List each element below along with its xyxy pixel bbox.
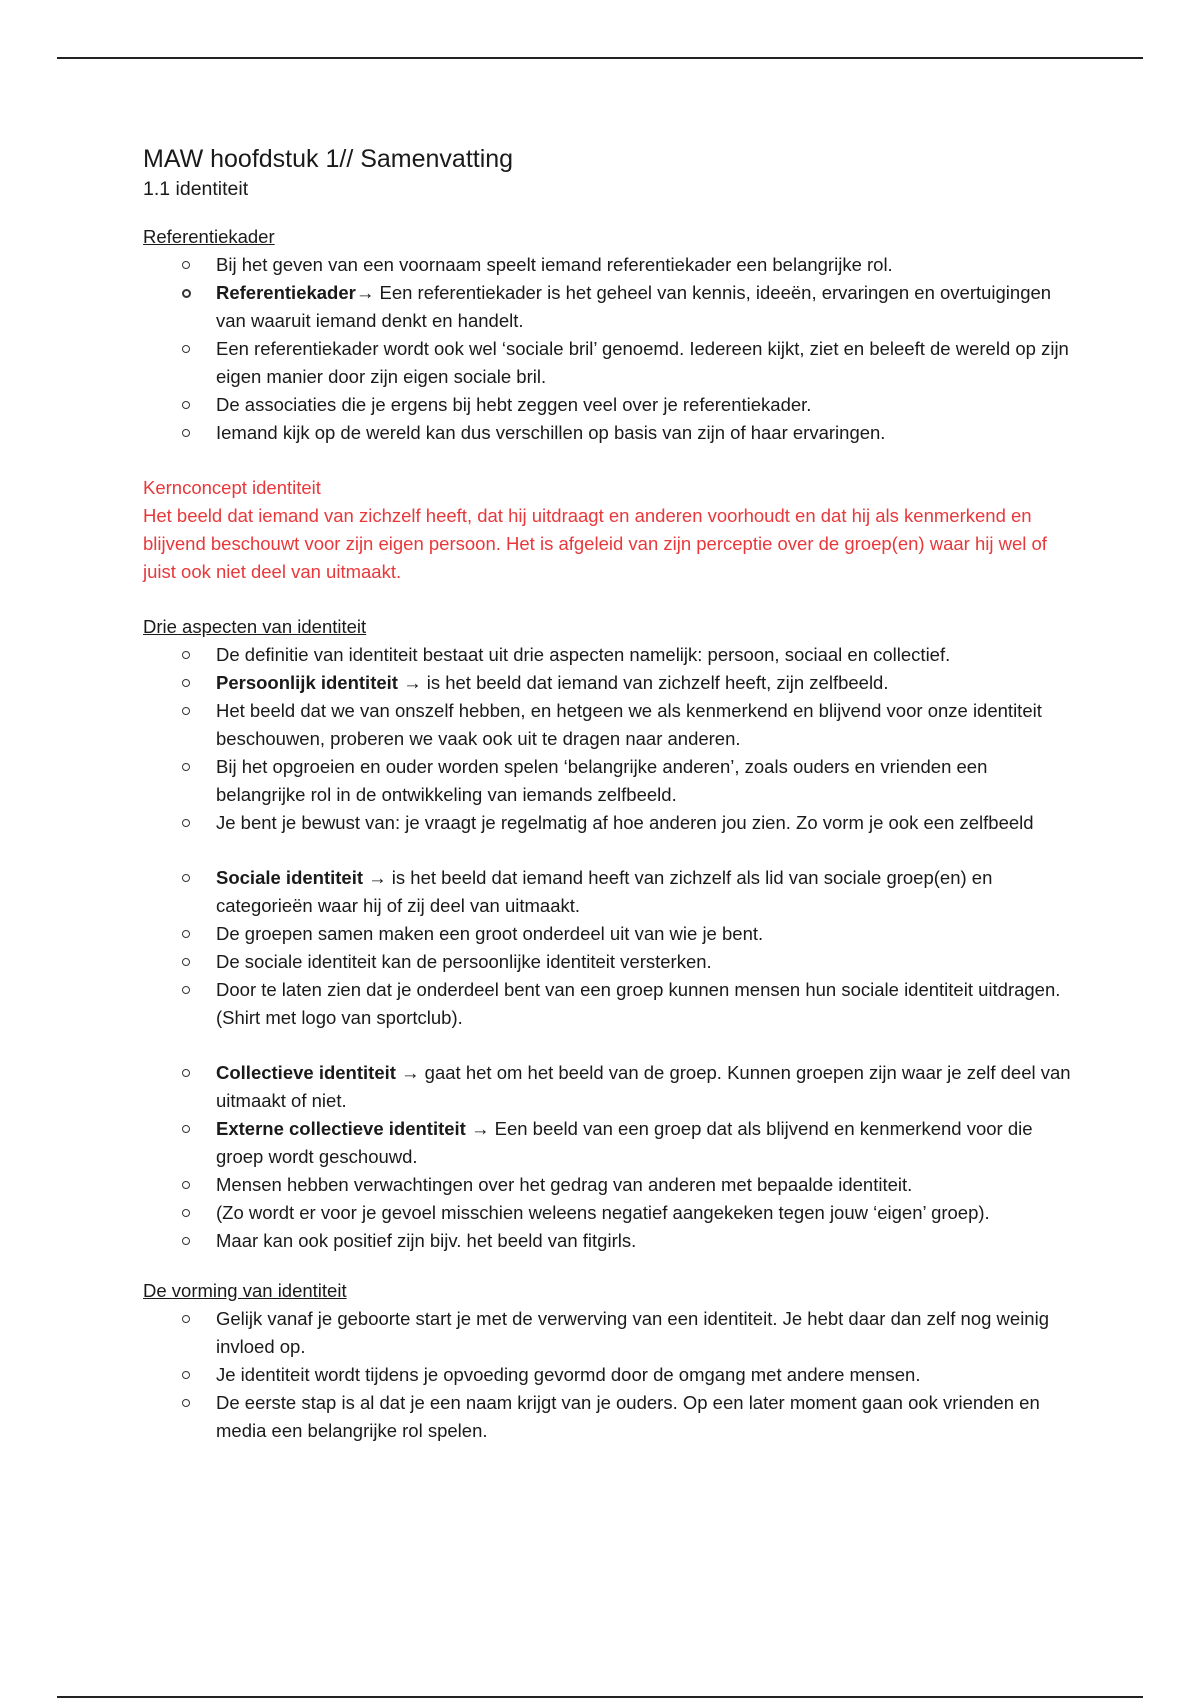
list-item: Door te laten zien dat je onderdeel bent van een groep kunnen mensen hun sociale identiteit uitdragen. (Shirt met logo van sportclub). bbox=[143, 976, 1073, 1032]
list-item bbox=[143, 669, 1073, 697]
section-heading-drie-aspecten: Drie aspecten van identiteit bbox=[143, 616, 367, 637]
list-item: De definitie van identiteit bestaat uit drie aspecten namelijk: persoon, sociaal en collectief. bbox=[143, 641, 1073, 669]
definition: is het beeld dat iemand van zichzelf heeft, zijn zelfbeeld. bbox=[421, 672, 889, 693]
referentiekader-list bbox=[143, 251, 1073, 447]
list-item: De associaties die je ergens bij hebt zeggen veel over je referentiekader. bbox=[143, 391, 1073, 419]
footer-rule bbox=[57, 1696, 1143, 1698]
list-item: Maar kan ook positief zijn bijv. het beeld van fitgirls. bbox=[143, 1227, 1073, 1255]
term: Sociale identiteit bbox=[216, 867, 364, 888]
list-item: Iemand kijk op de wereld kan dus verschillen op basis van zijn of haar ervaringen. bbox=[143, 419, 1073, 447]
arrow-icon: → bbox=[363, 867, 387, 888]
kernconcept-heading: Kernconcept identiteit bbox=[143, 477, 321, 498]
definition: Een referentiekader is het geheel van kennis, ideeën, ervaringen en overtuigingen van waaruit iemand denkt en handelt. bbox=[216, 282, 1052, 331]
document-subtitle: 1.1 identiteit bbox=[143, 178, 249, 200]
header-rule bbox=[57, 57, 1143, 59]
aspecten-list-collectief bbox=[143, 1059, 1073, 1255]
list-item bbox=[143, 1059, 1073, 1115]
arrow-icon: → bbox=[355, 282, 375, 303]
list-item: Bij het opgroeien en ouder worden spelen ‘belangrijke anderen’, zoals ouders en vrienden een belangrijke rol in de ontwikkeling van iemands zelfbeeld. bbox=[143, 753, 1073, 809]
arrow-icon: → bbox=[395, 1062, 420, 1083]
definition: Een beeld van een groep dat als blijvend en kenmerkend voor die groep wordt geschouwd. bbox=[216, 1118, 1033, 1167]
term: Collectieve identiteit bbox=[216, 1062, 396, 1083]
list-item: Mensen hebben verwachtingen over het gedrag van anderen met bepaalde identiteit. bbox=[143, 1171, 1073, 1199]
list-item bbox=[143, 279, 1073, 335]
arrow-icon: → bbox=[465, 1118, 490, 1139]
list-item: Bij het geven van een voornaam speelt iemand referentiekader een belangrijke rol. bbox=[143, 251, 1073, 279]
list-item: Je identiteit wordt tijdens je opvoeding gevormd door de omgang met andere mensen. bbox=[143, 1361, 1073, 1389]
list-item: Een referentiekader wordt ook wel ‘sociale bril’ genoemd. Iedereen kijkt, ziet en beleeft de wereld op zijn eigen manier door zijn eigen sociale bril. bbox=[143, 335, 1073, 391]
term: Persoonlijk identiteit bbox=[216, 672, 398, 693]
kernconcept-text: Het beeld dat iemand van zichzelf heeft, dat hij uitdraagt en anderen voorhoudt en dat hij als kenmerkend en blijvend beschouwt voor zijn eigen persoon. Het is afgeleid van zijn perceptie over de groep(en) waar hij wel of juist ook niet deel van uitmaakt. bbox=[143, 505, 1047, 582]
term: Externe collectieve identiteit bbox=[216, 1118, 466, 1139]
list-item: De groepen samen maken een groot onderdeel uit van wie je bent. bbox=[143, 920, 1073, 948]
document-title: MAW hoofdstuk 1// Samenvatting bbox=[143, 145, 514, 173]
definition: is het beeld dat iemand heeft van zichzelf als lid van sociale groep(en) en categorieën waar hij of zij deel van uitmaakt. bbox=[216, 867, 993, 916]
aspecten-list-persoonlijk bbox=[143, 641, 1073, 837]
section-heading-vorming: De vorming van identiteit bbox=[143, 1280, 347, 1301]
list-item bbox=[143, 864, 1073, 920]
definition: gaat het om het beeld van de groep. Kunnen groepen zijn waar je zelf deel van uitmaakt of niet. bbox=[216, 1062, 1071, 1111]
list-item bbox=[143, 1115, 1073, 1171]
list-item: Gelijk vanaf je geboorte start je met de verwerving van een identiteit. Je hebt daar dan zelf nog weinig invloed op. bbox=[143, 1305, 1073, 1361]
term: Referentiekader bbox=[216, 282, 356, 303]
list-item: De sociale identiteit kan de persoonlijke identiteit versterken. bbox=[143, 948, 1073, 976]
document-body bbox=[143, 143, 1073, 1445]
vorming-list bbox=[143, 1305, 1073, 1445]
list-item: De eerste stap is al dat je een naam krijgt van je ouders. Op een later moment gaan ook vrienden en media een belangrijke rol spelen. bbox=[143, 1389, 1073, 1445]
section-heading-referentiekader: Referentiekader bbox=[143, 226, 275, 247]
list-item: Je bent je bewust van: je vraagt je regelmatig af hoe anderen jou zien. Zo vorm je ook een zelfbeeld bbox=[143, 809, 1073, 837]
list-item: Het beeld dat we van onszelf hebben, en hetgeen we als kenmerkend en blijvend voor onze identiteit beschouwen, proberen we vaak ook uit te dragen naar anderen. bbox=[143, 697, 1073, 753]
list-item: (Zo wordt er voor je gevoel misschien weleens negatief aangekeken tegen jouw ‘eigen’ groep). bbox=[143, 1199, 1073, 1227]
aspecten-list-sociaal bbox=[143, 864, 1073, 1032]
arrow-icon: → bbox=[397, 672, 422, 693]
